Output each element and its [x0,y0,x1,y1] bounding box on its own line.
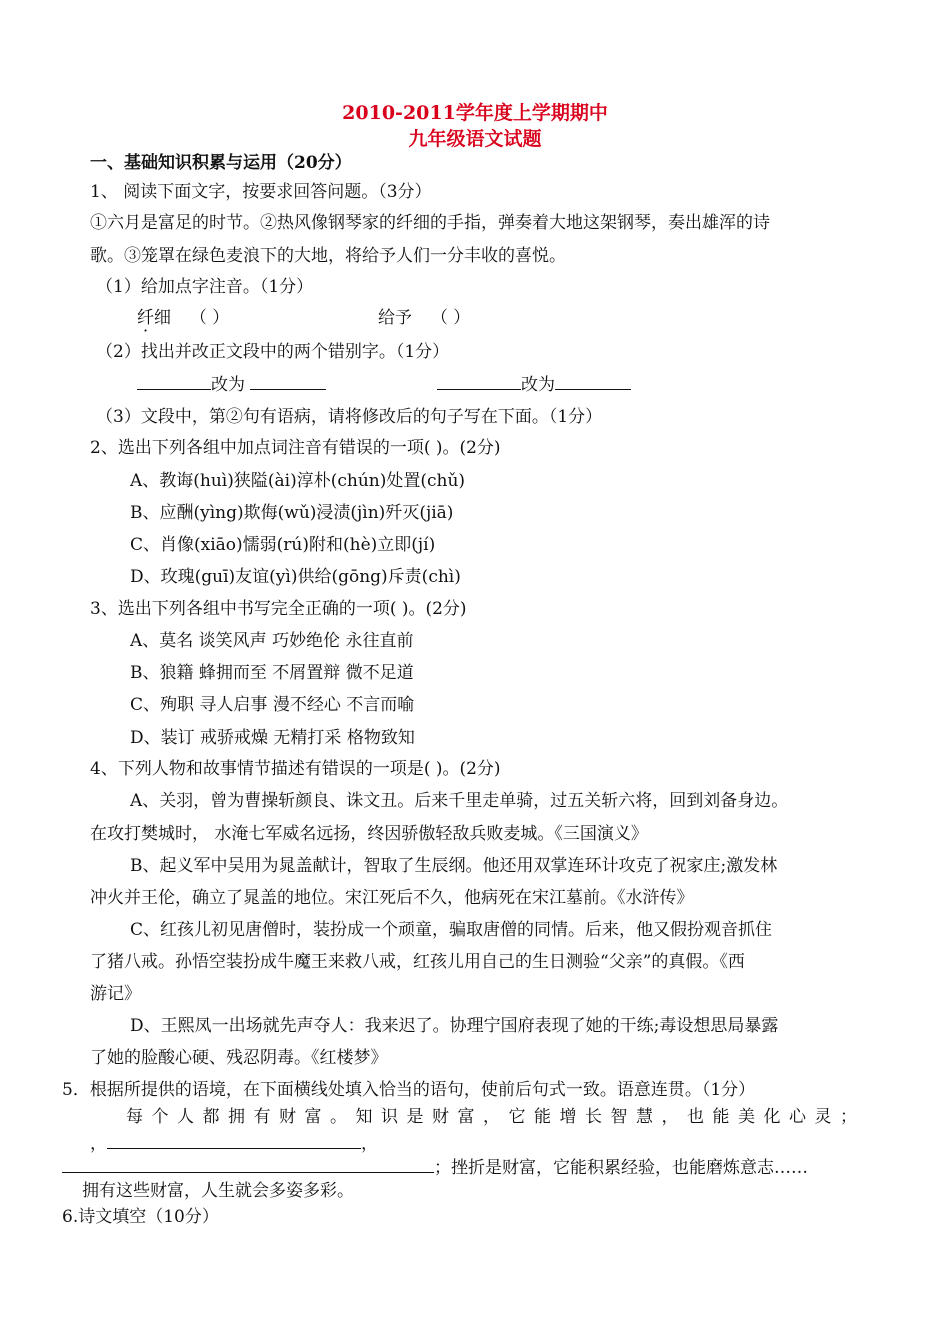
q4-option-c-line1: C、红孩儿初见唐僧时，装扮成一个顽童，骗取唐僧的同情。后来，他又假扮观音抓住 [130,920,773,940]
q4-option-a-line2: 在攻打樊城时， 水淹七军威名远扬，终因骄傲轻敌兵败麦城。《三国演义》 [90,824,648,844]
q4-option-b-line2: 冲火并王伦，确立了晁盖的地位。宋江死后不久，他病死在宋江墓前。《水浒传》 [90,888,694,908]
q1-sub1-item1 [137,307,229,329]
q5-line1: 每个人都拥有财富。知识是财富，它能增长智慧，也能美化心灵； [126,1107,866,1127]
word-rest: 细 [154,308,171,328]
q3-option-b: B、狼籍 蜂拥而至 不屑置辩 微不足道 [130,663,414,683]
q4-stem: 4、下列人物和故事情节描述有错误的一项是( )。(2分) [90,759,501,779]
q5-stem: 5．根据所提供的语境，在下面横线处填入恰当的语句，使前后句式一致。语意连贯。（1分） [62,1080,756,1100]
q2-option-a: A、教诲(huì)狭隘(ài)淳朴(chún)处置(chǔ) [130,471,466,491]
section-heading: 一、基础知识积累与运用（20分） [90,153,352,173]
q4-option-d-line2: 了她的脸酸心硬、残忍阴毒。《红楼梦》 [90,1048,388,1068]
answer-blank[interactable] [250,373,326,390]
q3-stem: 3、选出下列各组中书写完全正确的一项( )。(2分) [90,599,467,619]
q2-option-c: C、肖像(xiāo)懦弱(rú)附和(hè)立即(jí) [130,535,436,555]
q1-sub3: （3）文段中，第②句有语病，请将修改后的句子写在下面。（1分） [96,407,603,427]
answer-paren[interactable]: （ ） [430,308,471,328]
q1-stem: 1、 阅读下面文字，按要求回答问题。（3分） [90,182,432,202]
q1-sub2-row2 [437,373,631,396]
answer-blank[interactable] [62,1156,434,1173]
q1-sub2: （2）找出并改正文段中的两个错别字。（1分） [96,342,450,362]
q1-passage-line1: ①六月是富足的时节。②热风像钢琴家的纤细的手指，弹奏着大地这架钢琴，奏出雄浑的诗 [90,213,770,233]
q4-option-b-line1: B、起义军中吴用为晁盖献计，智取了生辰纲。他还用双掌连环计攻克了祝家庄;激发林 [130,856,778,876]
q1-sub1-item2 [378,307,470,329]
comma: ， [90,1134,107,1154]
comma: ， [361,1134,378,1154]
q4-option-c-line3: 游记》 [90,984,141,1004]
change-label: 改为 [211,375,245,395]
q2-stem: 2、选出下列各组中加点词注音有错误的一项( )。(2分) [90,438,501,458]
q2-option-d: D、玫瑰(guī)友谊(yì)供给(gōng)斥责(chì) [130,567,461,587]
q5-line3 [62,1156,808,1179]
q5-line4: 拥有这些财富，人生就会多姿多彩。 [82,1181,354,1201]
q3-option-c: C、殉职 寻人启事 漫不经心 不言而喻 [130,695,415,715]
exam-title-subject: 九年级语文试题 [408,128,542,150]
q5-line3-text: ；挫折是财富，它能积累经验，也能磨炼意志…… [434,1158,808,1178]
q4-option-d-line1: D、王熙凤一出场就先声夺人：我来迟了。协理宁国府表现了她的干练;毒设想思局暴露 [130,1016,779,1036]
q3-option-a: A、莫名 谈笑风声 巧妙绝伦 永往直前 [130,631,414,651]
q1-sub1: （1）给加点字注音。（1分） [96,277,314,297]
q2-option-b: B、应酬(yìng)欺侮(wǔ)浸渍(jìn)歼灭(jiā) [130,503,454,523]
q4-option-a-line1: A、关羽，曾为曹操斩颜良、诛文丑。后来千里走单骑，过五关斩六将，回到刘备身边。 [130,791,789,811]
answer-blank[interactable] [555,373,631,390]
q1-sub2-row1 [137,373,326,396]
dotted-char: 纤 [137,308,154,328]
q4-option-c-line2: 了猪八戒。孙悟空装扮成牛魔王来救八戒，红孩儿用自己的生日测验“父亲”的真假。《西 [90,952,745,972]
q1-passage-line2: 歌。③笼罩在绿色麦浪下的大地，将给予人们一分丰收的喜悦。 [90,246,566,266]
answer-paren[interactable]: （ ） [189,308,230,328]
answer-blank[interactable] [107,1132,361,1149]
answer-blank[interactable] [437,373,521,390]
q6-stem: 6.诗文填空（10分） [62,1207,219,1227]
q5-line2 [90,1132,378,1155]
change-label: 改为 [521,375,555,395]
word: 给予 [378,308,412,328]
exam-title-term: 2010-2011学年度上学期期中 [342,102,608,124]
q3-option-d: D、装订 戒骄戒燥 无精打采 格物致知 [130,728,415,748]
answer-blank[interactable] [137,373,211,390]
